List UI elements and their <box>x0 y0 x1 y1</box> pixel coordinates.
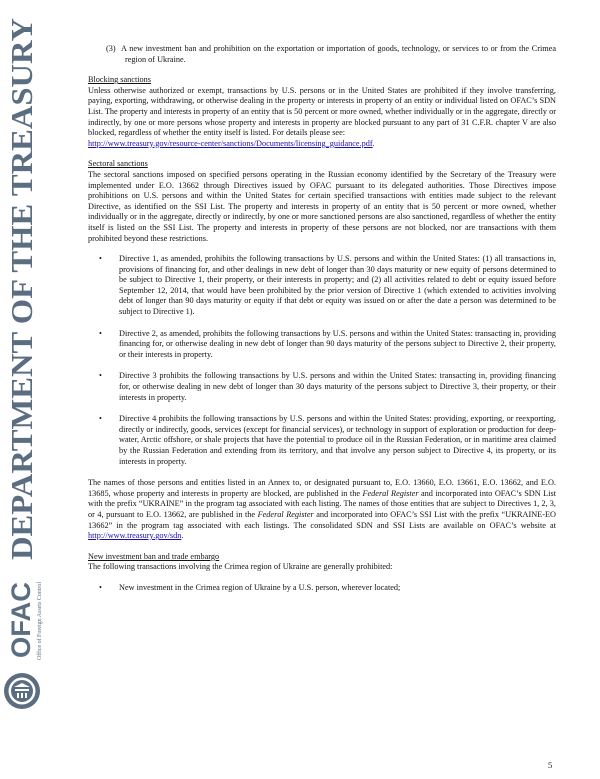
sidebar <box>0 0 46 779</box>
sectoral-sanctions-body: The sectoral sanctions imposed on specified persons operating in the Russian economy identified by the Secretary of the Treasury were implemented under E.O. 13662 through Directives issued by OFAC pursuant to its delegated authorities. Those Directives impose prohibitions on U.S. persons and within the United States for certain specified transactions with entities made subject to the relevant Directive, as identified on the SSI List. The property and interests in property of an entity that is 50 percent or more owned, whether individually or in the aggregate, directly or indirectly, by one or more sanctioned persons are also sanctioned, regardless of whether the entity itself is listed on the SSI List. The property and interests in property of these persons are not blocked, nor are transactions with them prohibited beyond these restrictions. <box>88 169 556 243</box>
treasury-seal-icon <box>4 673 40 709</box>
list-item <box>88 414 556 467</box>
blocking-sanctions-paragraph <box>88 86 556 150</box>
department-title-text: DEPARTMENT OF THE TREASURY <box>5 52 39 560</box>
investment-ban-heading: New investment ban and trade embargo <box>88 551 220 561</box>
published-lists-text-3: and incorporated into OFAC’s SSI List with the prefix “UKRAINE-EO 13662” in the program tag associated with each listings. The consolidated SDN and SSI Lists are available on OFAC’s website at <box>88 509 557 530</box>
department-title <box>2 8 42 568</box>
ofac-logo-graphic <box>0 580 46 730</box>
directives-list <box>88 254 556 467</box>
bullet: • <box>99 254 102 264</box>
numbered-item-3 <box>88 44 556 65</box>
item-number: (3) <box>106 44 116 53</box>
investment-ban-intro: The following transactions involving the Crimea region of Ukraine are generally prohibited: <box>88 562 393 572</box>
ofac-logo-block <box>0 580 46 730</box>
crimea-prohibition-text: New investment in the Crimea region of Ukraine by a U.S. person, wherever located; <box>119 582 401 592</box>
directive-3-text: Directive 3 prohibits the following transactions by U.S. persons and within the United States: transacting in, providing financing for, or otherwise dealing in new debt of longer than 30 days maturity of the persons subject to Directive 3, their property, or their interests in property. <box>119 371 556 402</box>
sdn-link[interactable]: http://www.treasury.gov/sdn <box>88 531 182 541</box>
item-text: A new investment ban and prohibition on the exportation or importation of goods, technology, or services to or from the Crimea region of Ukraine. <box>121 44 557 64</box>
department-title-graphic <box>2 8 42 568</box>
blocking-sanctions-heading: Blocking sanctions <box>88 75 152 85</box>
sectoral-sanctions-heading: Sectoral sanctions <box>88 159 148 169</box>
published-lists-text-1: The names of those persons and entities listed in an Annex to, or designated pursuant to, E.O. 13660, E.O. 13661, E.O. 13662, and E.O. 13685, whose property and interests in property are blocked, are published in the <box>88 478 556 498</box>
list-item <box>88 329 556 361</box>
licensing-guidance-link[interactable]: http://www.treasury.gov/resource-center/sanctions/Documents/licensing_guidance.pdf <box>88 138 373 148</box>
bullet: • <box>99 414 102 424</box>
ofac-logo-text: OFAC <box>6 582 36 658</box>
list-item <box>88 583 556 594</box>
document-body <box>88 44 556 605</box>
directive-4-text: Directive 4 prohibits the following transactions by U.S. persons and within the United States: providing, exporting, or reexporting, directly or indirectly, goods, services (except for financial services), or technology in support of exploration or production for deep-water, Arctic offshore, or shale projects that have the potential to produce oil in the Russian Federation, or in maritime area claimed by the Russian Federation and extending from its territory, and that involve any person subject to Directive 4, its property, or its interests in property. <box>119 414 556 466</box>
crimea-prohibitions-list <box>88 583 556 594</box>
federal-register-italic: Federal Register <box>257 509 314 519</box>
directive-1-text: Directive 1, as amended, prohibits the following transactions by U.S. persons and within the United States: (1) all transactions in, provisions of financing for, and other dealings in new debt of longer than 30 days maturity or new equity of persons determined to be subject to Directive 1, their property, or their interests in property; and (2) all activities related to debt or equity issued before September 12, 2014, that would have been prohibited by the prior version of Directive 1 (which extended to activities involving debt of longer than 90 days maturity or equity if that debt or equity was issued on or after the date a person was determined to be subject to Directive 1). <box>119 254 556 317</box>
page-number: 5 <box>548 760 553 770</box>
bullet: • <box>99 328 102 338</box>
published-lists-period: . <box>181 531 184 541</box>
published-lists-text-2: and incorporated into OFAC’s SDN List with the prefix “UKRAINE” in the program tag associated with each listing. The names of those entities that are subject to Directives 1, 2, 3, or 4, pursuant to E.O. 13662, are published in the <box>88 488 557 519</box>
blocking-link-period: . <box>372 138 375 148</box>
federal-register-italic: Federal Register <box>362 488 419 498</box>
bullet: • <box>99 582 102 592</box>
list-item <box>88 371 556 403</box>
blocking-sanctions-body: Unless otherwise authorized or exempt, transactions by U.S. persons or in the United States are prohibited if they involve transferring, paying, exporting, withdrawing, or otherwise dealing in the property or interests in property of an entity or individual listed on OFAC’s SDN List. The property and interests in property of an entity that is 50 percent or more owned, whether individually or in the aggregate, directly or indirectly, by one or more persons whose property and interests in property are blocked pursuant to any part of 31 C.F.R. chapter V are also blocked, regardless of whether the entity itself is listed. For details please see: <box>88 85 556 138</box>
ofac-subtitle-text: Office of Foreign Assets Control <box>36 580 43 660</box>
published-lists-paragraph <box>88 478 556 542</box>
list-item <box>88 254 556 318</box>
bullet: • <box>99 371 102 381</box>
directive-2-text: Directive 2, as amended, prohibits the following transactions by U.S. persons and within the United States: transacting in, providing financing for, or otherwise dealing in new debt of longer than 90 days maturity of the persons subject to Directive 2, their property, or their interests in property. <box>119 328 556 359</box>
